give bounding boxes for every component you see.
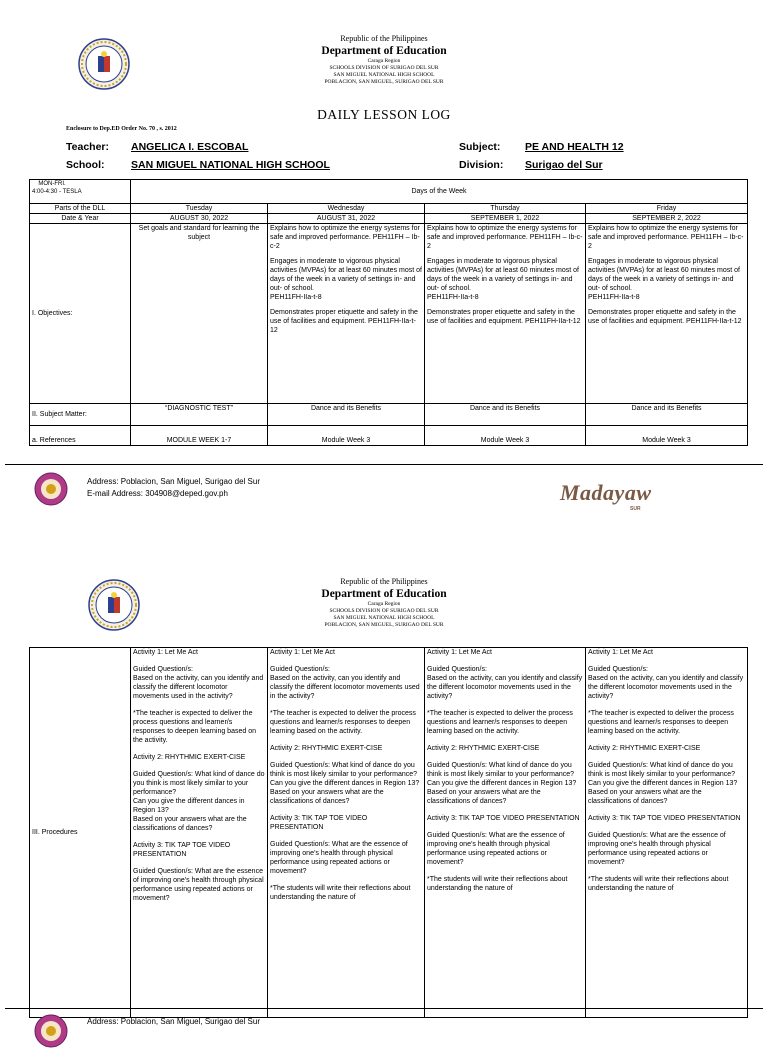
division-line: SCHOOLS DIVISION OF SURIGAO DEL SUR [329, 608, 439, 614]
date-label: Date & Year [30, 214, 131, 224]
guided-question-1: Based on the activity, can you identify and classify the different locomotor movements used in the activity? [133, 675, 264, 700]
footer-email: E-mail Address: 304908@deped.gov.ph [87, 489, 228, 498]
school-logo [34, 1014, 68, 1048]
references-tuesday: MODULE WEEK 1-7 [131, 426, 268, 446]
guided-question-label: Guided Question/s: [427, 666, 487, 673]
guided-question-2a: Guided Question/s: What kind of dance do you think is most likely similar to your performance? [588, 762, 736, 778]
date-friday: SEPTEMBER 2, 2022 [586, 214, 748, 224]
objective-tuesday: Set goals and standard for learning the subject [131, 224, 268, 404]
department-line: Department of Education [321, 588, 447, 600]
day-tuesday: Tuesday [131, 204, 268, 214]
school-value: SAN MIGUEL NATIONAL HIGH SCHOOL [131, 159, 330, 171]
references-label: a. References [30, 426, 131, 446]
objective-p2-code: PEH11FH-IIa-t-8 [588, 294, 640, 301]
objective-p2-code: PEH11FH-IIa-t-8 [270, 294, 322, 301]
activity2-title: Activity 2: RHYTHMIC EXERT-CISE [427, 745, 540, 752]
teacher-value: ANGELICA I. ESCOBAL [131, 141, 249, 153]
date-tuesday: AUGUST 30, 2022 [131, 214, 268, 224]
objective-thursday [425, 224, 586, 404]
guided-question-label: Guided Question/s: [133, 666, 193, 673]
teacher-note: *The teacher is expected to deliver the process questions and learner/s responses to deepen learning based on the activity. [588, 710, 734, 735]
subject-matter-label: II. Subject Matter: [30, 404, 131, 426]
activity3-title: Activity 3: TIK TAP TOE VIDEO PRESENTATION [427, 815, 580, 822]
department-line: Department of Education [321, 45, 447, 57]
reflection-note: *The students will write their reflections about understanding the nature of [588, 876, 729, 892]
schedule-cell [30, 180, 131, 204]
division-label: Division: [459, 159, 504, 171]
school-line: SAN MIGUEL NATIONAL HIGH SCHOOL [333, 615, 435, 621]
references-friday: Module Week 3 [586, 426, 748, 446]
guided-question-2b: Can you give the different dances in Region 13? [588, 780, 738, 787]
activity1-title: Activity 1: Let Me Act [270, 649, 335, 656]
republic-line: Republic of the Philippines [340, 34, 428, 43]
day-friday: Friday [586, 204, 748, 214]
reflection-note: *The students will write their reflections about understanding the nature of [427, 876, 568, 892]
school-logo [34, 472, 68, 506]
guided-question-2b: Can you give the different dances in Region 13? [427, 780, 577, 787]
enclosure-note: Enclosure to Dep.ED Order No. 70 , s. 2012 [66, 126, 177, 132]
teacher-note: *The teacher is expected to deliver the process questions and learner/s responses to deepen learning based on the activity. [133, 710, 256, 744]
guided-question-3: Guided Question/s: What are the essence of improving one’s health through physical performance using repeated actions or movement? [427, 832, 565, 866]
guided-question-2b: Can you give the different dances in Region 13? [270, 780, 420, 787]
references-wednesday: Module Week 3 [268, 426, 425, 446]
school-label: School: [66, 159, 105, 171]
letterhead [0, 577, 768, 629]
activity3-title: Activity 3: TIK TAP TOE VIDEO PRESENTATION [133, 842, 231, 858]
guided-question-3: Guided Question/s: What are the essence of improving one’s health through physical performance using repeated actions or movement? [133, 868, 264, 902]
guided-question-2b: Can you give the different dances in Region 13? [133, 798, 245, 814]
guided-question-1: Based on the activity, can you identify and classify the different locomotor movements used in the activity? [588, 675, 744, 700]
objective-p2: Engages in moderate to vigorous physical activities (MVPAs) for at least 60 minutes most of days of the week in a variety of settings in- and out- of school. [588, 258, 740, 292]
lesson-log-table [29, 179, 748, 446]
guided-question-2a: Guided Question/s: What kind of dance do you think is most likely similar to your performance? [133, 771, 265, 796]
guided-question-1: Based on the activity, can you identify and classify the different locomotor movements used in the activity? [270, 675, 420, 700]
teacher-note: *The teacher is expected to deliver the process questions and learner/s responses to deepen learning based on the activity. [427, 710, 573, 735]
guided-question-2c: Based on your answers what are the classifications of dances? [588, 789, 702, 805]
activity1-title: Activity 1: Let Me Act [133, 649, 198, 656]
objective-p1: Explains how to optimize the energy systems for safe and improved performance. PEH11FH – Ib-c-2 [427, 225, 583, 250]
objective-p3: Demonstrates proper etiquette and safety in the use of facilities and equipment. PEH11FH-IIa-t-12 [588, 309, 742, 325]
objectives-label: I. Objectives: [30, 224, 131, 404]
procedures-friday [586, 648, 748, 1018]
activity3-title: Activity 3: TIK TAP TOE VIDEO PRESENTATION [270, 815, 368, 831]
objective-p2-code: PEH11FH-IIa-t-8 [427, 294, 479, 301]
subject-matter-tuesday: “DIAGNOSTIC TEST” [131, 404, 268, 426]
division-line: SCHOOLS DIVISION OF SURIGAO DEL SUR [329, 65, 439, 71]
guided-question-1: Based on the activity, can you identify and classify the different locomotor movements used in the activity? [427, 675, 583, 700]
activity1-title: Activity 1: Let Me Act [427, 649, 492, 656]
address-line: POBLACION, SAN MIGUEL, SURIGAO DEL SUR [324, 79, 444, 85]
madayaw-sub: SUR [630, 506, 641, 512]
subject-label: Subject: [459, 141, 501, 153]
day-wednesday: Wednesday [268, 204, 425, 214]
subject-matter-friday: Dance and its Benefits [586, 404, 748, 426]
activity2-title: Activity 2: RHYTHMIC EXERT-CISE [270, 745, 383, 752]
objective-p2: Engages in moderate to vigorous physical activities (MVPAs) for at least 60 minutes most of days of the week in a variety of settings in- and out- of school. [427, 258, 579, 292]
schedule-time: 4:00-4:30 - TESLA [32, 189, 82, 195]
objective-p2: Engages in moderate to vigorous physical activities (MVPAs) for at least 60 minutes most of days of the week in a variety of settings in- and out- of school. [270, 258, 422, 292]
footer-divider [5, 464, 763, 465]
address-line: POBLACION, SAN MIGUEL, SURIGAO DEL SUR [324, 622, 444, 628]
activity1-title: Activity 1: Let Me Act [588, 649, 653, 656]
reflection-note: *The students will write their reflections about understanding the nature of [270, 885, 411, 901]
activity2-title: Activity 2: RHYTHMIC EXERT-CISE [133, 754, 246, 761]
objective-friday [586, 224, 748, 404]
subject-matter-thursday: Dance and its Benefits [425, 404, 586, 426]
objective-p1: Explains how to optimize the energy systems for safe and improved performance. PEH11FH – Ib-c-2 [270, 225, 420, 250]
subject-value: PE AND HEALTH 12 [525, 141, 624, 153]
parts-label: Parts of the DLL [30, 204, 131, 214]
school-line: SAN MIGUEL NATIONAL HIGH SCHOOL [333, 72, 435, 78]
division-value: Surigao del Sur [525, 159, 603, 171]
teacher-note: *The teacher is expected to deliver the process questions and learner/s responses to deepen learning based on the activity. [270, 710, 416, 735]
references-thursday: Module Week 3 [425, 426, 586, 446]
procedures-label: III. Procedures [30, 648, 131, 1018]
guided-question-3: Guided Question/s: What are the essence of improving one’s health through physical performance using repeated actions or movement? [588, 832, 726, 866]
madayaw-logo: Madayaw [560, 480, 652, 505]
guided-question-2a: Guided Question/s: What kind of dance do you think is most likely similar to your performance? [270, 762, 418, 778]
guided-question-2c: Based on your answers what are the classifications of dances? [427, 789, 541, 805]
day-thursday: Thursday [425, 204, 586, 214]
procedures-tuesday [131, 648, 268, 1018]
days-header: Days of the Week [131, 180, 748, 204]
guided-question-2a: Guided Question/s: What kind of dance do you think is most likely similar to your performance? [427, 762, 575, 778]
region-line: Caraga Region [367, 601, 401, 607]
date-thursday: SEPTEMBER 1, 2022 [425, 214, 586, 224]
footer-address: Address: Poblacion, San Miguel, Surigao del Sur [87, 1017, 260, 1026]
teacher-label: Teacher: [66, 141, 109, 153]
objective-wednesday [268, 224, 425, 404]
footer-divider [5, 1008, 763, 1009]
subject-matter-wednesday: Dance and its Benefits [268, 404, 425, 426]
activity3-title: Activity 3: TIK TAP TOE VIDEO PRESENTATION [588, 815, 741, 822]
region-line: Caraga Region [367, 58, 401, 64]
guided-question-2c: Based on your answers what are the classifications of dances? [133, 816, 247, 832]
objective-p1: Explains how to optimize the energy systems for safe and improved performance. PEH11FH – Ib-c-2 [588, 225, 744, 250]
letterhead [0, 34, 768, 86]
guided-question-2c: Based on your answers what are the classifications of dances? [270, 789, 384, 805]
schedule-days: MON-FRI. [38, 181, 66, 187]
objective-p3: Demonstrates proper etiquette and safety in the use of facilities and equipment. PEH11FH-IIa-t-12 [270, 309, 418, 334]
footer-address: Address: Poblacion, San Miguel, Surigao del Sur [87, 477, 260, 486]
document-title: DAILY LESSON LOG [317, 107, 451, 122]
procedures-table [29, 647, 748, 1018]
procedures-wednesday [268, 648, 425, 1018]
date-wednesday: AUGUST 31, 2022 [268, 214, 425, 224]
objective-p3: Demonstrates proper etiquette and safety in the use of facilities and equipment. PEH11FH-IIa-t-12 [427, 309, 581, 325]
guided-question-3: Guided Question/s: What are the essence of improving one’s health through physical performance using repeated actions or movement? [270, 841, 408, 875]
republic-line: Republic of the Philippines [340, 577, 428, 586]
guided-question-label: Guided Question/s: [588, 666, 648, 673]
guided-question-label: Guided Question/s: [270, 666, 330, 673]
procedures-thursday [425, 648, 586, 1018]
activity2-title: Activity 2: RHYTHMIC EXERT-CISE [588, 745, 701, 752]
